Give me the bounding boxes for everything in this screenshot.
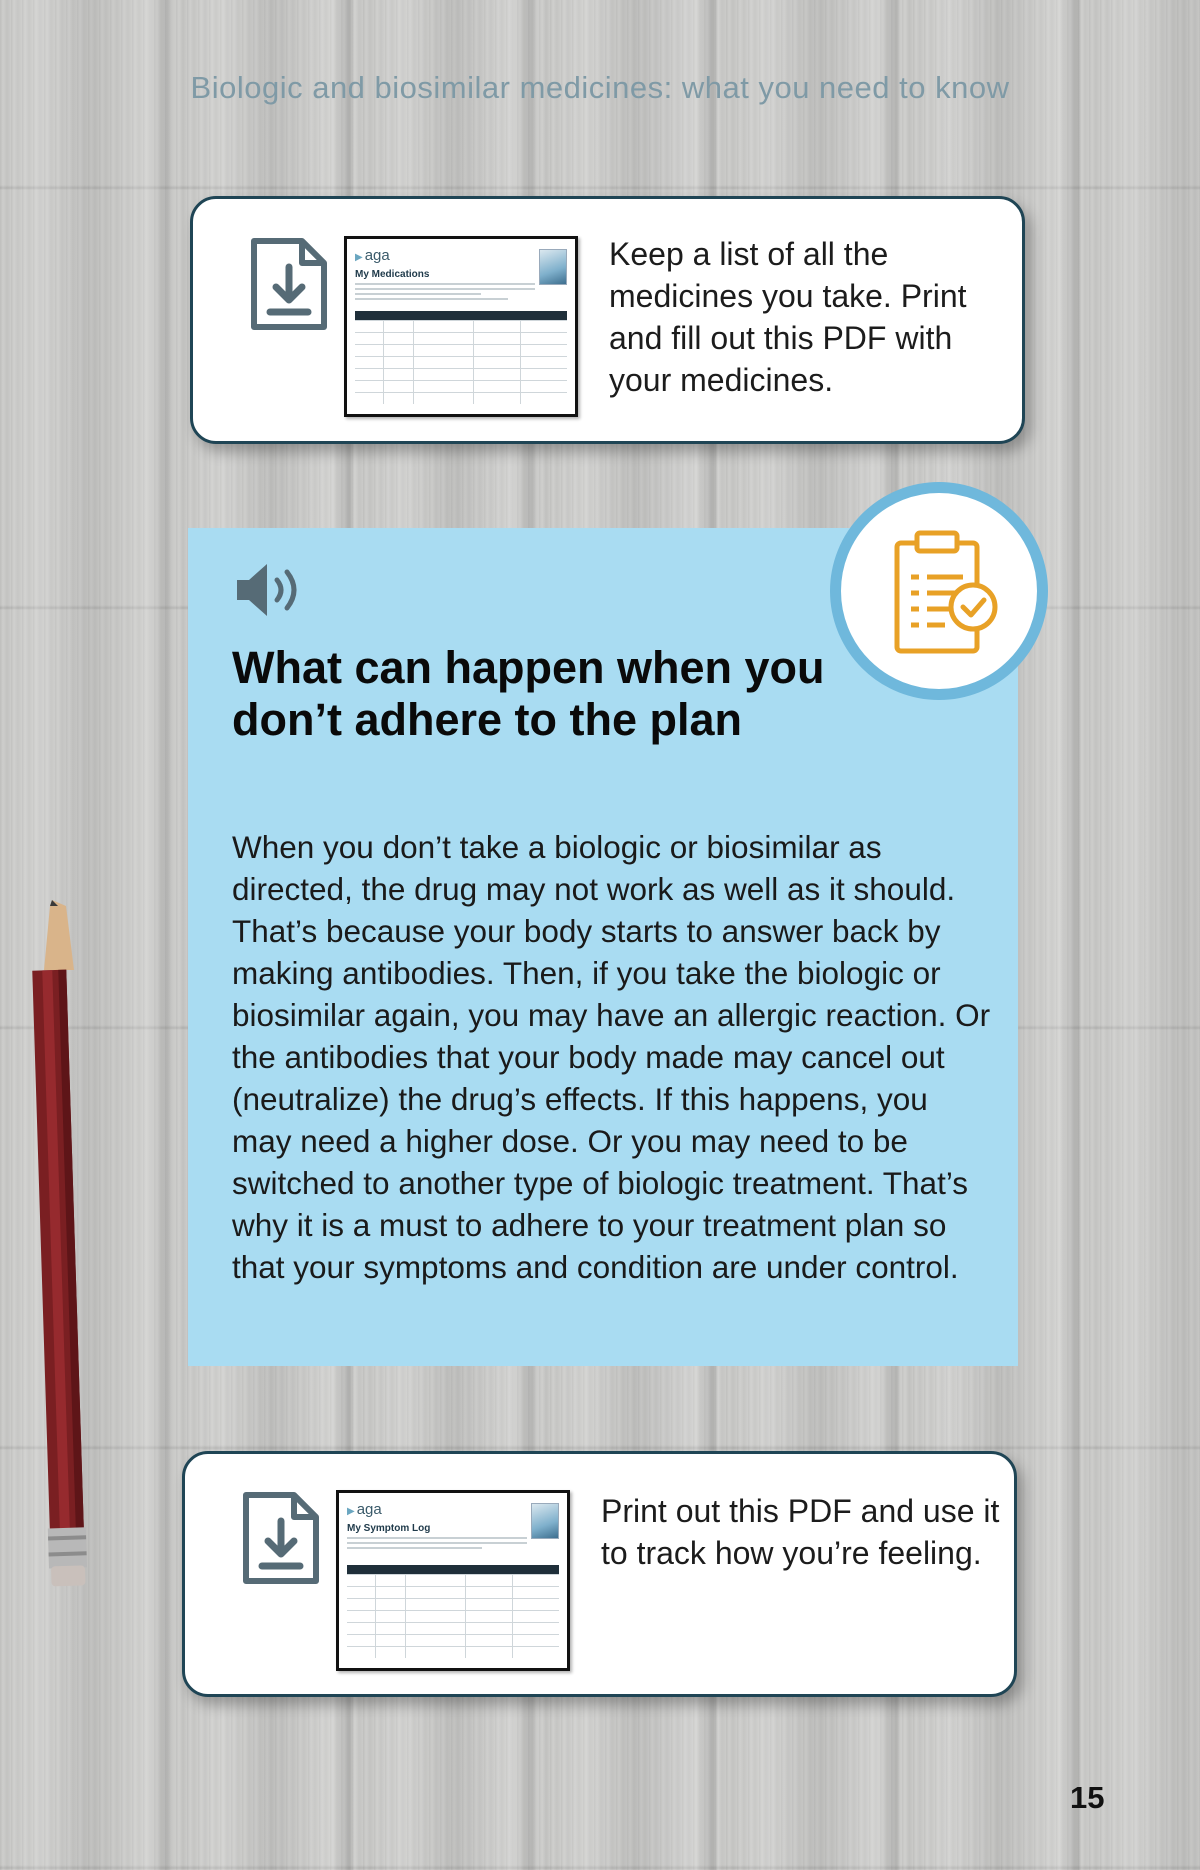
thumbnail-table-grid: [355, 320, 567, 404]
thumbnail-table-header: [355, 311, 567, 320]
thumbnail-cover-image: [531, 1503, 559, 1539]
thumbnail-cover-image: [539, 249, 567, 285]
medications-card-text: Keep a list of all the medicines you take. Print and fill out this PDF with your medicines.: [609, 236, 967, 398]
thumbnail-title: My Medications: [355, 269, 430, 280]
thumbnail-text-lines: [355, 283, 535, 303]
thumbnail-table-grid: [347, 1574, 559, 1658]
aga-logo: ▶ aga: [355, 247, 390, 264]
symptom-log-pdf-thumbnail[interactable]: [336, 1490, 570, 1671]
panel-heading: What can happen when you don’t adhere to the plan: [232, 642, 825, 745]
download-document-icon[interactable]: [248, 237, 328, 332]
symptom-log-pdf-card[interactable]: [182, 1451, 1017, 1697]
clipboard-badge: [830, 482, 1048, 700]
thumbnail-text-lines: [347, 1537, 527, 1552]
aga-logo: ▶ aga: [347, 1501, 382, 1518]
speaker-icon[interactable]: [233, 560, 309, 620]
symptom-card-text: Print out this PDF and use it to track how you’re feeling.: [601, 1493, 1000, 1571]
medications-pdf-card[interactable]: [190, 196, 1025, 444]
page-number: 15: [1070, 1780, 1105, 1815]
thumbnail-title: My Symptom Log: [347, 1523, 431, 1534]
pencil-illustration: [30, 900, 110, 1595]
thumbnail-table-header: [347, 1565, 559, 1574]
medications-pdf-thumbnail[interactable]: [344, 236, 578, 417]
panel-body-text: When you don’t take a biologic or biosimilar as directed, the drug may not work as well as it should. That’s because your body starts to answer back by making antibodies. Then, if you take the biologic or biosimilar again, you may have an allergic reaction. Or the antibodies that your body made may cancel out (neutralize) the drug’s effects. If this happens, you may need a higher dose. Or you may need to be switched to another type of biologic treatment. That’s why it is a must to adhere to your treatment plan so that your symptoms and condition are under control.: [232, 829, 991, 1285]
clipboard-check-icon: [883, 529, 1003, 659]
running-title: Biologic and biosimilar medicines: what you need to know: [190, 70, 1010, 105]
download-document-icon[interactable]: [240, 1491, 320, 1586]
